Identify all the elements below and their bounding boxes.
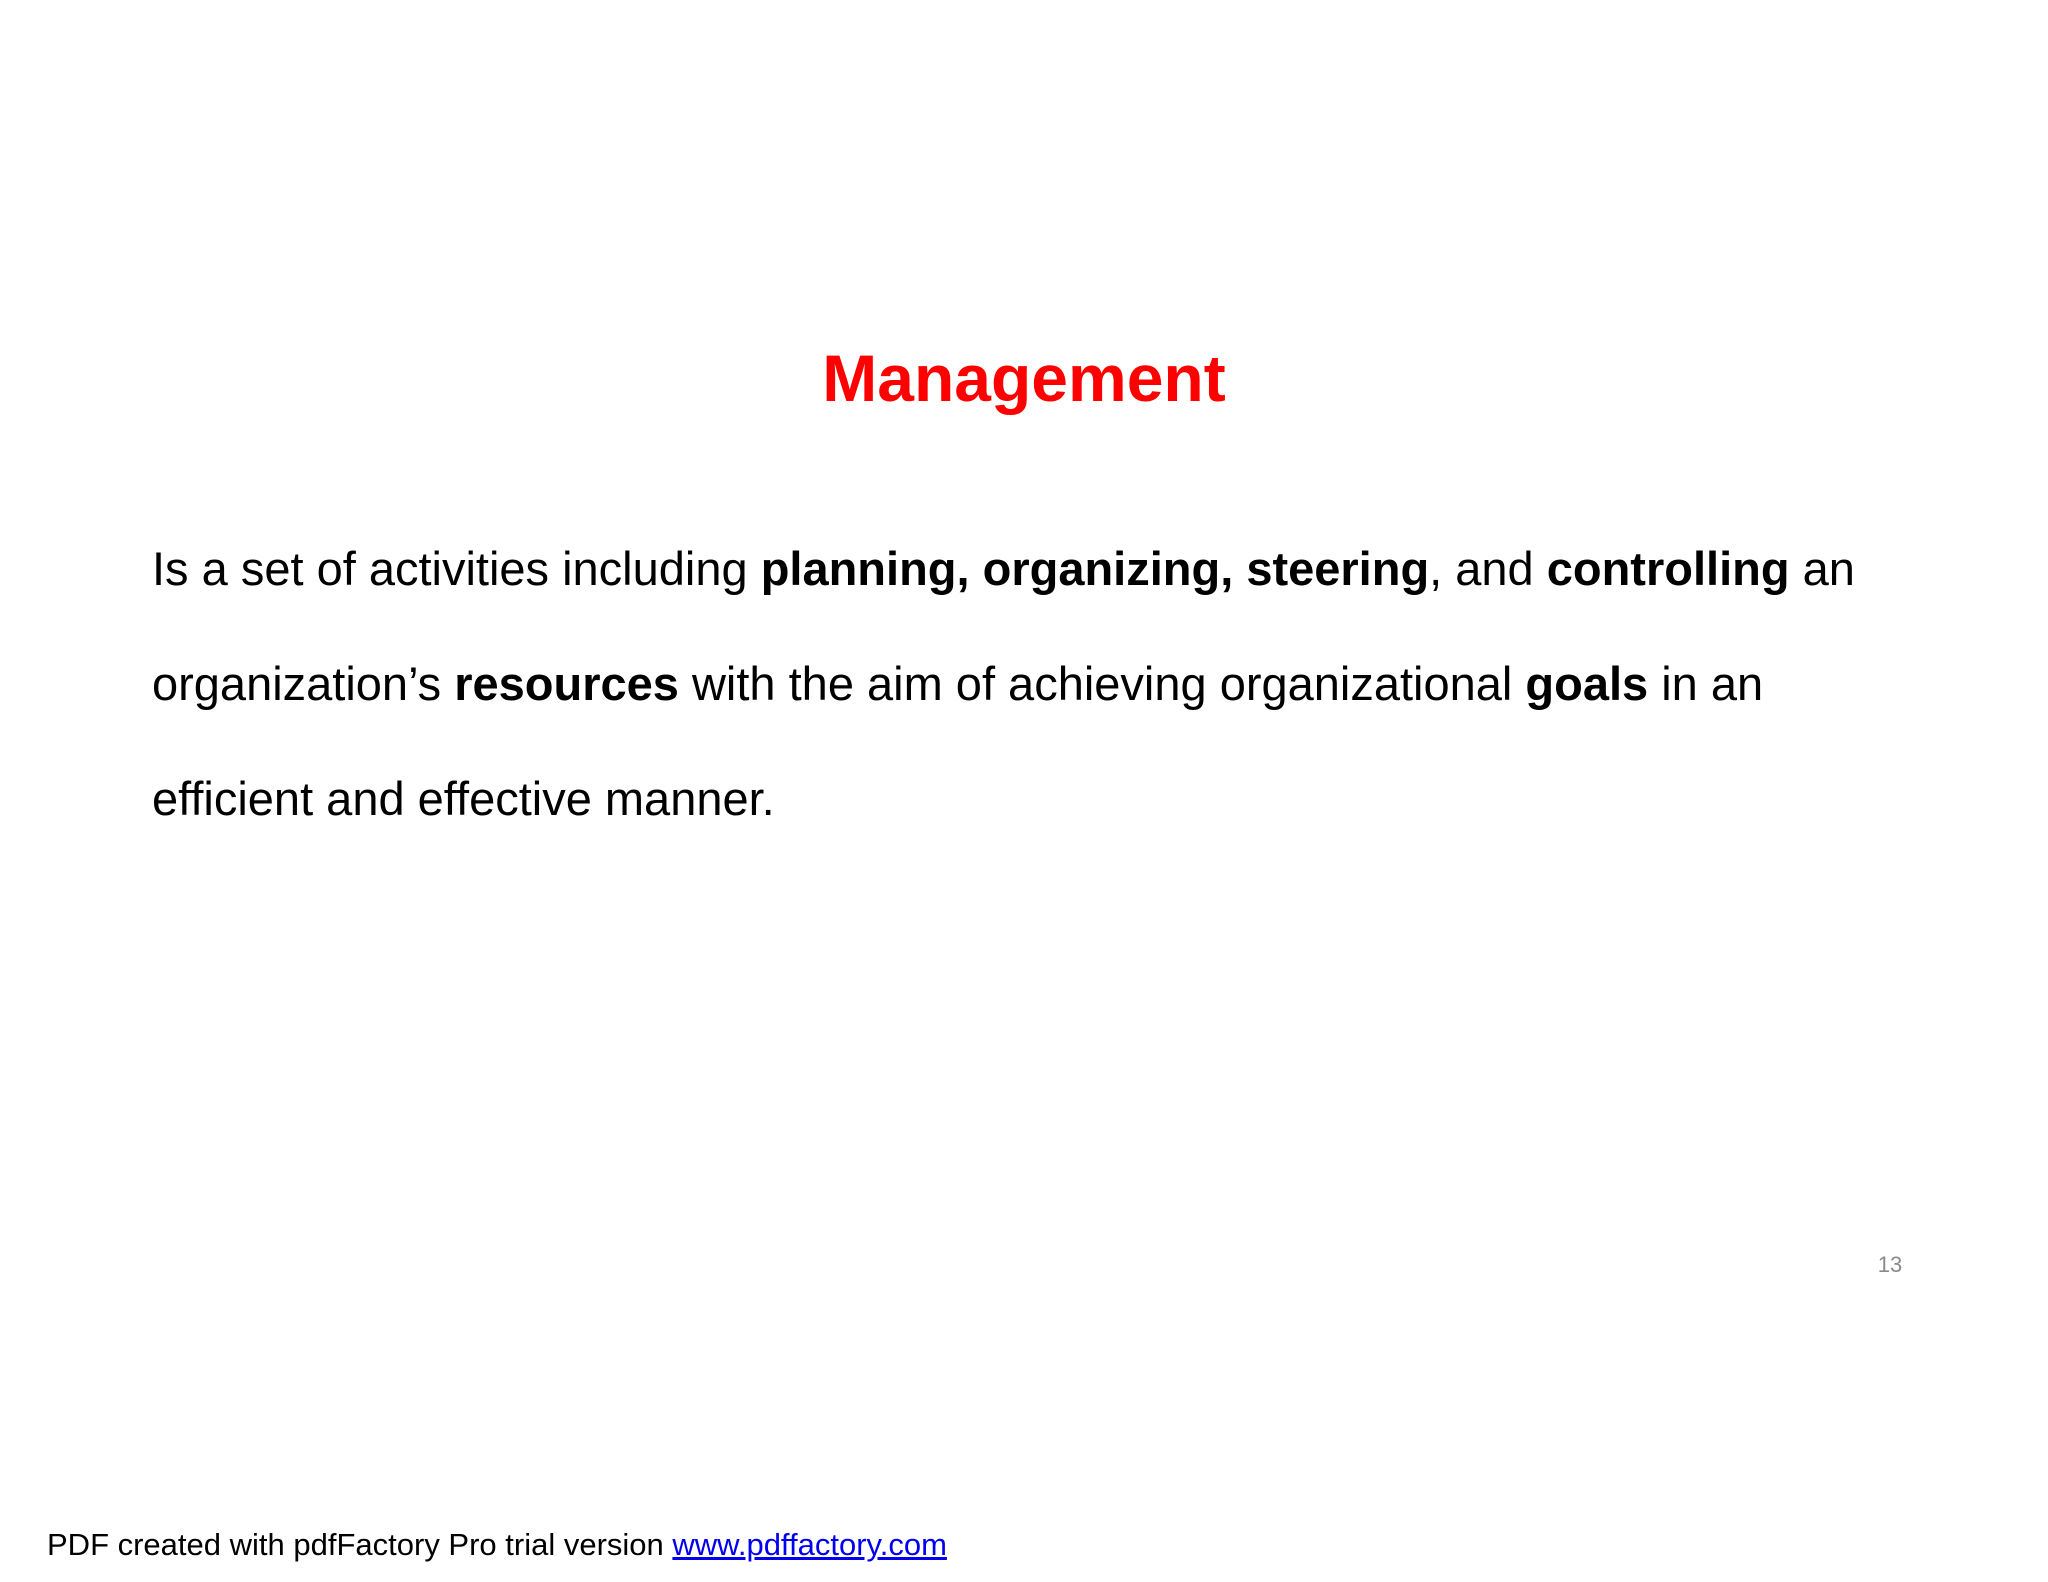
definition-paragraph [152, 511, 1942, 856]
definition-line-2 [152, 626, 1942, 741]
definition-keyword: resources [454, 657, 679, 710]
pdffactory-link[interactable]: www.pdffactory.com [672, 1527, 947, 1562]
definition-text: an [1789, 542, 1855, 595]
page-number: 13 [1877, 1252, 1903, 1277]
slide-title: Management [822, 341, 1226, 415]
definition-text: in an [1648, 657, 1764, 710]
definition-text: with the aim of achieving organizational [678, 657, 1526, 710]
definition-text: efficient and effective manner. [152, 772, 775, 825]
definition-text: , and [1429, 542, 1547, 595]
definition-keyword: planning, organizing, steering [760, 542, 1430, 595]
footer-text: PDF created with pdfFactory Pro trial version [47, 1527, 673, 1562]
definition-text: organization’s [152, 657, 455, 710]
definition-keyword: controlling [1546, 542, 1790, 595]
definition-keyword: goals [1525, 657, 1649, 710]
pdf-footer [47, 1527, 947, 1563]
definition-text: Is a set of activities including [152, 542, 761, 595]
definition-line-3 [152, 741, 1942, 856]
definition-line-1 [152, 511, 1942, 626]
